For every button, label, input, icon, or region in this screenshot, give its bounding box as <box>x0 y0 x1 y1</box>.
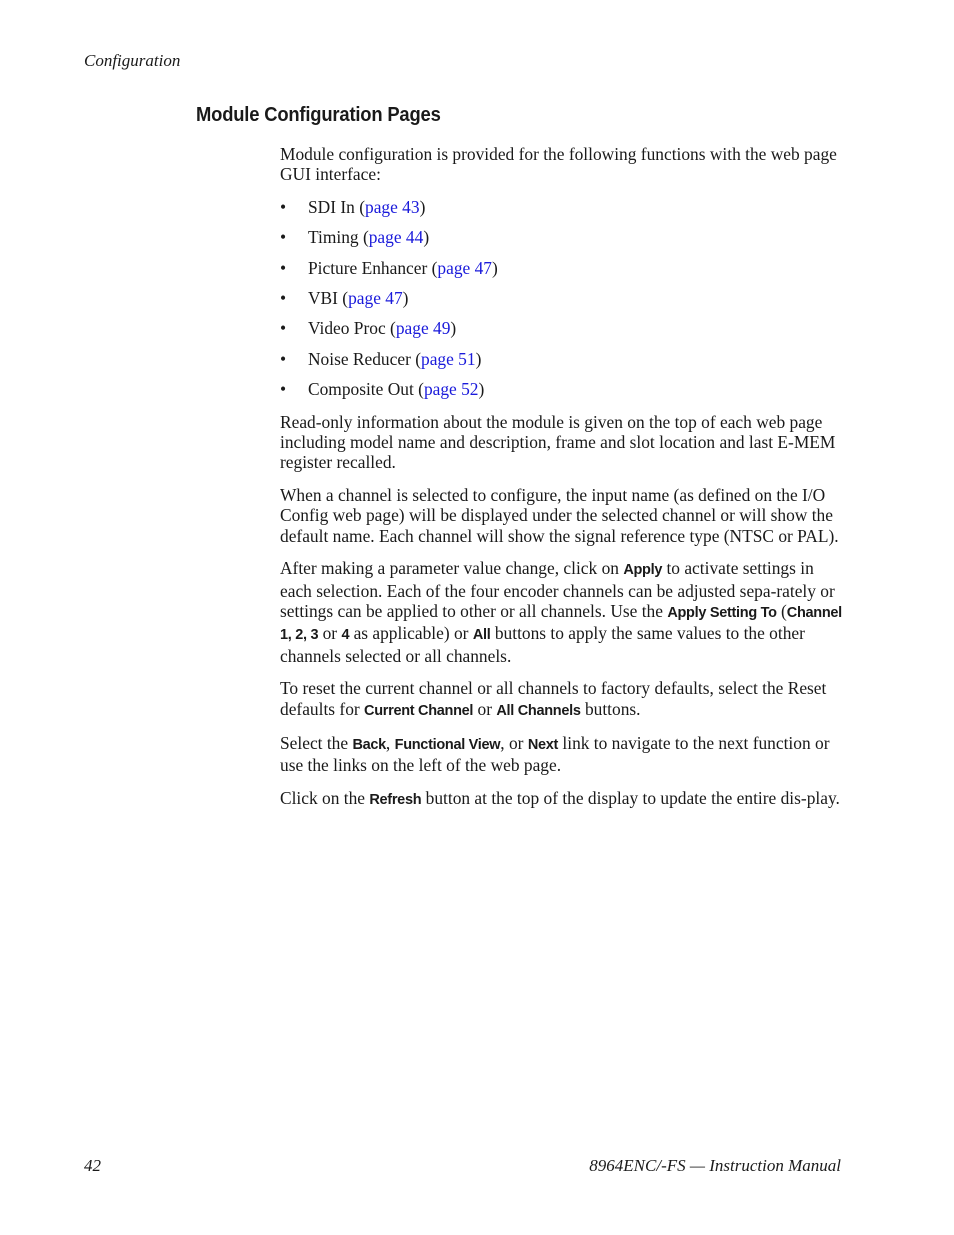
function-name: SDI In <box>308 196 355 217</box>
nav-text-1: Select the <box>280 732 349 753</box>
running-header: Configuration <box>84 51 181 70</box>
page-link[interactable]: page 49 <box>395 318 451 339</box>
list-item: • Video Proc (page 49) <box>280 318 844 338</box>
function-name: VBI <box>308 288 338 309</box>
page-link[interactable]: page 47 <box>348 288 403 309</box>
reset-paragraph <box>280 678 844 721</box>
nav-text-3: , or <box>500 732 524 753</box>
apply-text-2: to activate settings in each selection. Each of the four encoder channels can be adjusted sepa-rately or settings can be applied to other or all channels. Use the <box>280 558 835 621</box>
refresh-paragraph <box>280 788 844 810</box>
channel-paragraph: When a channel is selected to configure, the input name (as defined on the I/O Config web page) will be displayed under the selected channel or will show the default name. Each channel will show the signal reference type (NTSC or PAL). <box>280 484 839 546</box>
body-text <box>280 144 844 822</box>
list-item: • Composite Out (page 52) <box>280 379 844 399</box>
apply-text-4: or <box>322 623 338 644</box>
list-item: • Noise Reducer (page 51) <box>280 349 844 369</box>
back-ref: Back <box>352 736 386 753</box>
list-item: • Picture Enhancer (page 47) <box>280 258 844 278</box>
page-link[interactable]: page 43 <box>365 196 420 217</box>
page-link[interactable]: page 52 <box>423 379 479 400</box>
page-link[interactable]: page 51 <box>421 348 476 369</box>
function-list <box>280 197 844 400</box>
nav-text-4: link to navigate to the next function or use the links on the left of the web page. <box>280 732 830 776</box>
page-number: 42 <box>84 1156 101 1175</box>
next-ref: Next <box>527 736 559 753</box>
page-link[interactable]: page 47 <box>437 257 492 278</box>
page-link[interactable]: page 44 <box>368 227 424 248</box>
all-button-ref: All <box>472 627 491 644</box>
reset-text-3: buttons. <box>584 698 641 719</box>
current-channel-ref: Current Channel <box>364 702 474 719</box>
intro-paragraph: Module configuration is provided for the following functions with the web page GUI interface: <box>280 144 837 185</box>
nav-paragraph <box>280 733 844 776</box>
manual-title: 8964ENC/-FS — Instruction Manual <box>589 1156 841 1175</box>
all-channels-ref: All Channels <box>496 702 581 719</box>
apply-text-6: buttons to apply the same values to the other channels selected or all channels. <box>280 623 805 666</box>
list-item: • VBI (page 47) <box>280 288 844 308</box>
channel-buttons-ref: Channel 1, 2, 3 <box>280 604 842 644</box>
functional-view-ref: Functional View <box>394 736 501 753</box>
reset-text-1: To reset the current channel or all channels to factory defaults, select the Reset defaults for <box>280 678 827 719</box>
list-item: • SDI In (page 43) <box>280 197 844 217</box>
reset-text-2: or <box>477 698 492 719</box>
readonly-paragraph: Read-only information about the module is given on the top of each web page including model name and description, frame and slot location and last E-MEM register recalled. <box>280 411 836 473</box>
apply-setting-to-ref: Apply Setting To <box>667 604 777 621</box>
channel-4-ref: 4 <box>341 627 350 644</box>
function-name: Composite Out <box>308 379 414 400</box>
apply-paragraph <box>280 558 844 666</box>
refresh-ref: Refresh <box>369 791 422 808</box>
apply-text-5: as applicable) or <box>353 623 469 644</box>
function-name: Picture Enhancer <box>308 257 428 278</box>
apply-text-3: ( <box>781 600 787 621</box>
refresh-text-1: Click on the <box>280 787 366 808</box>
function-name: Timing <box>308 227 359 248</box>
refresh-text-2: button at the top of the display to update the entire dis-play. <box>425 787 840 808</box>
function-name: Noise Reducer <box>308 348 411 369</box>
apply-button-ref: Apply <box>623 562 663 579</box>
list-item: • Timing (page 44) <box>280 227 844 247</box>
apply-text-1: After making a parameter value change, click on <box>280 558 619 579</box>
function-name: Video Proc <box>308 318 386 339</box>
nav-text-2: , <box>385 732 391 753</box>
section-heading: Module Configuration Pages <box>196 104 441 126</box>
